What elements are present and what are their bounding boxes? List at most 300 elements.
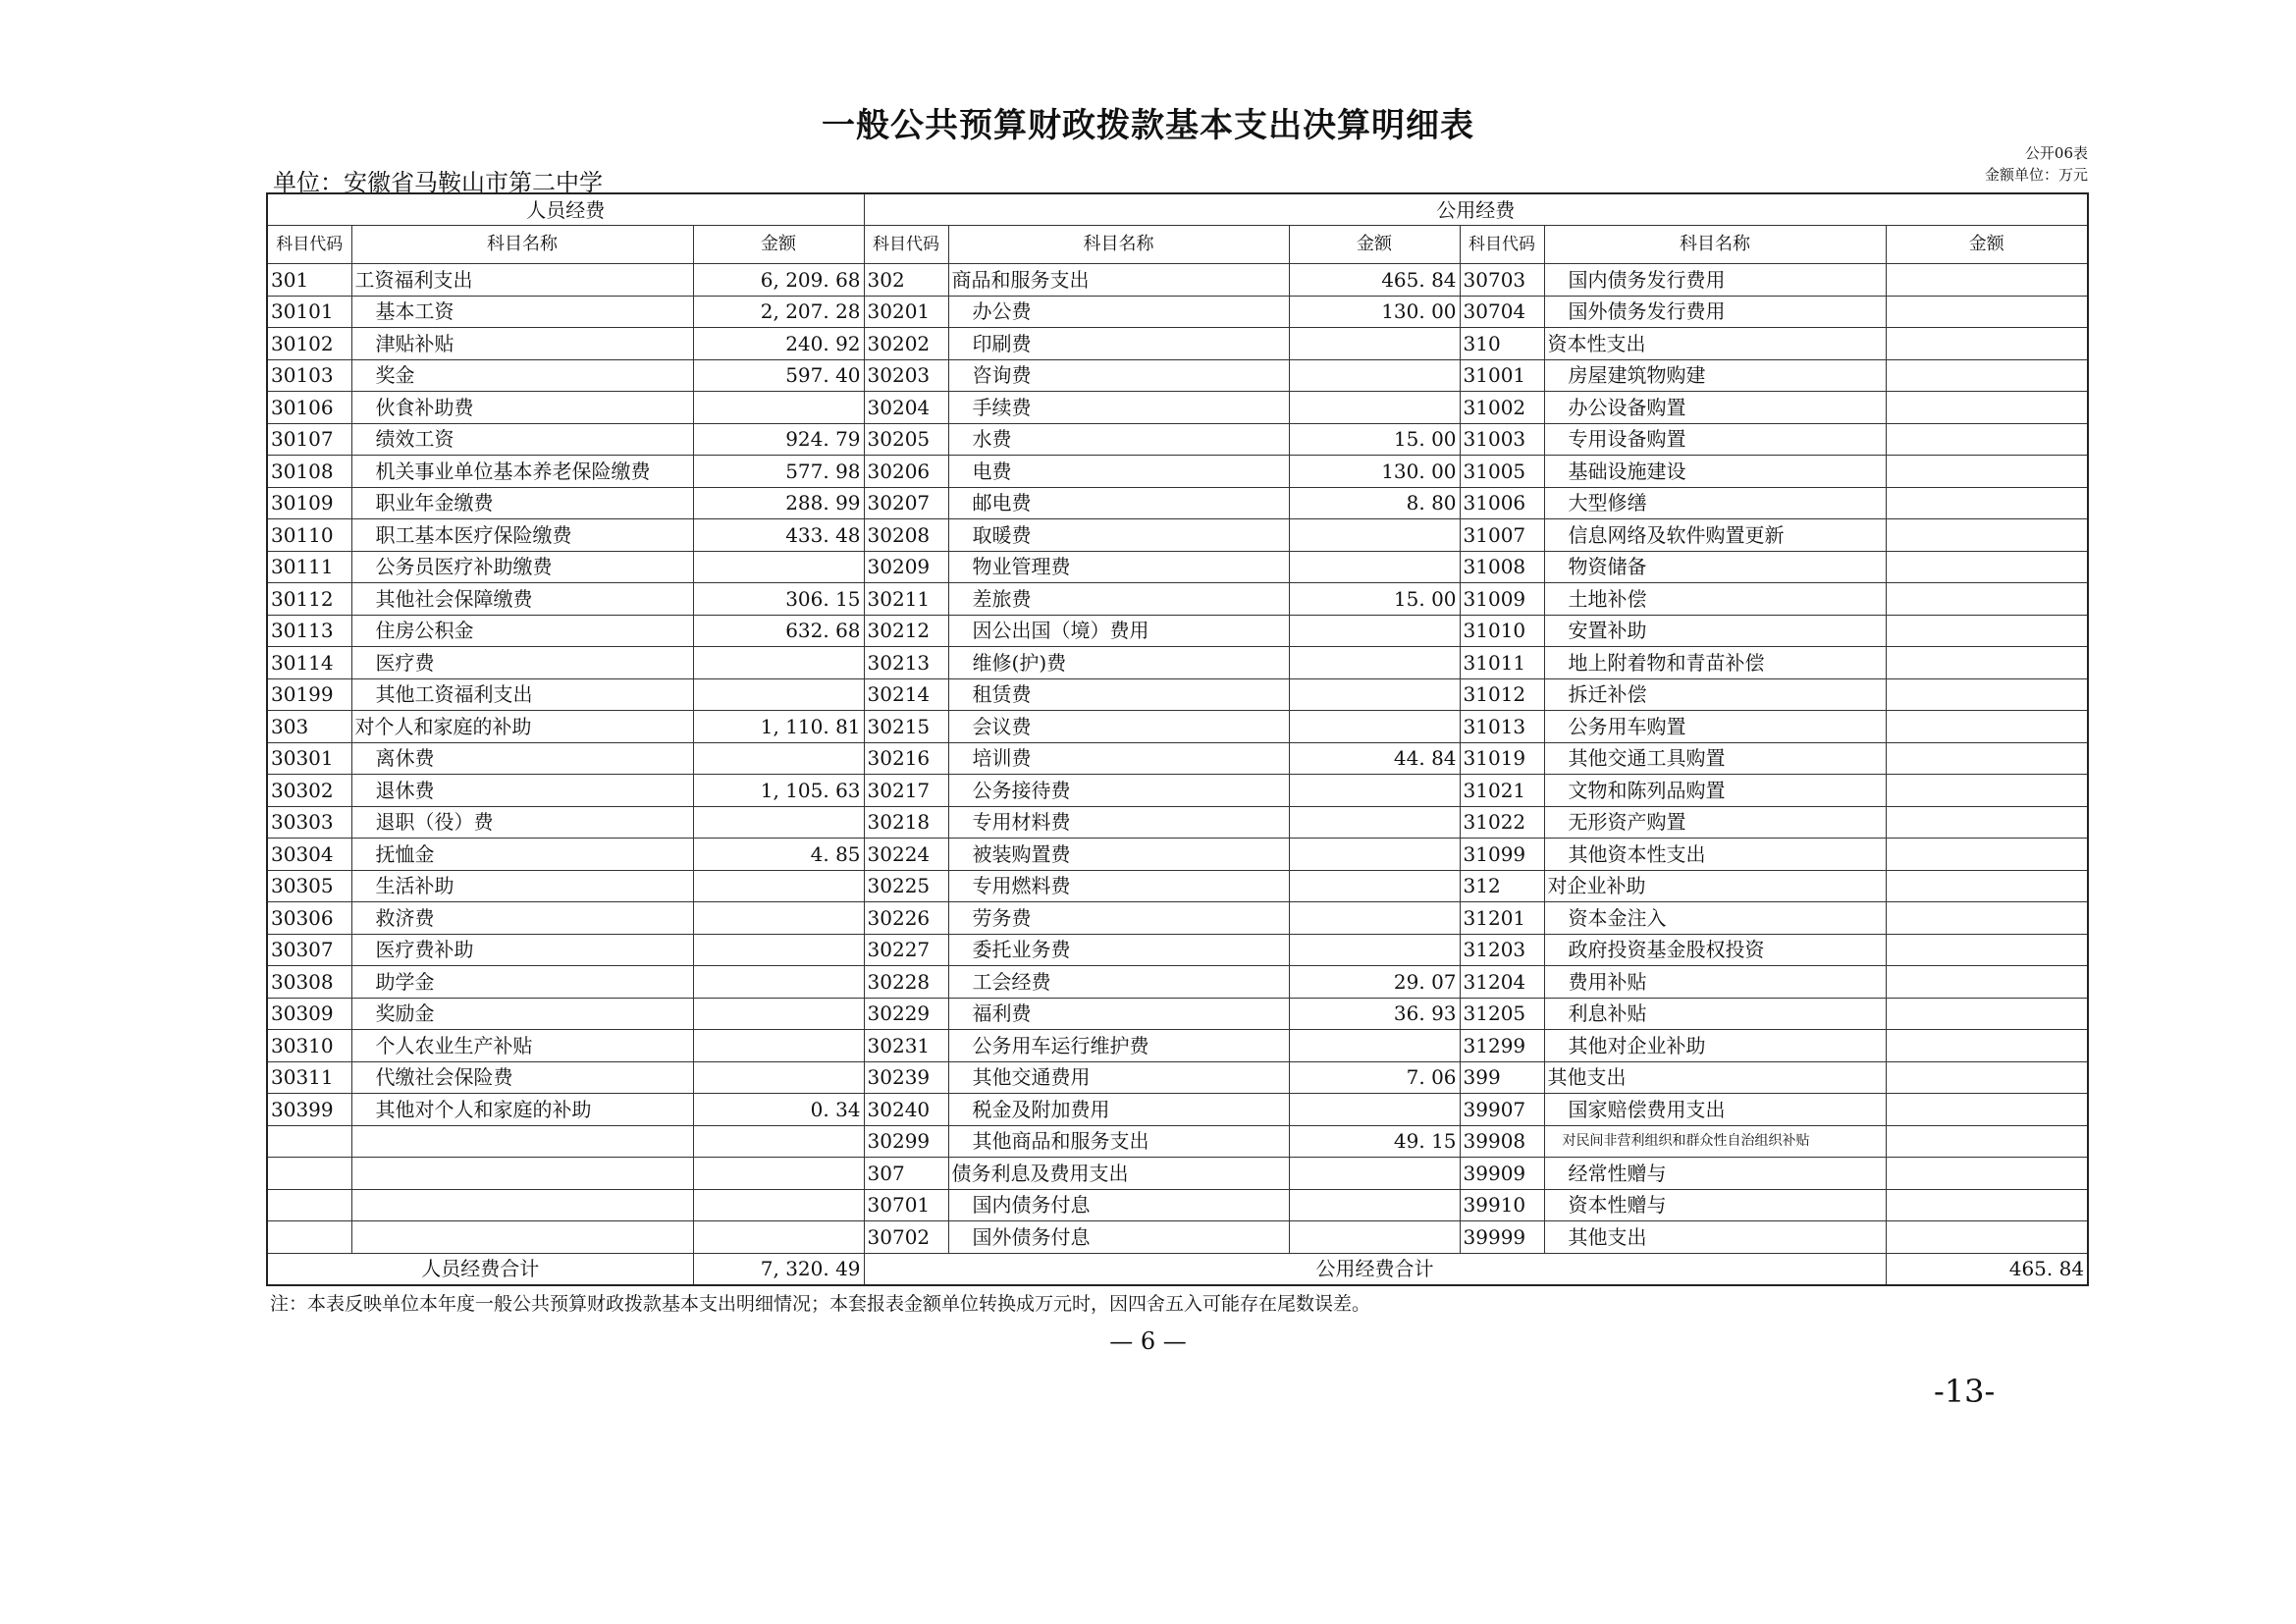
page-number-right: -13- [1934, 1373, 1996, 1410]
cell-code: 30205 [864, 423, 948, 456]
table-row [267, 296, 2088, 328]
cell-amount [1886, 1030, 2088, 1062]
cell-amount [1886, 806, 2088, 839]
cell-code: 30203 [864, 359, 948, 392]
table-row [267, 966, 2088, 999]
cell-name: 对企业补助 [1544, 870, 1886, 902]
cell-name: 其他工资福利支出 [351, 678, 693, 711]
table-row [267, 359, 2088, 392]
col-amount: 金额 [1886, 226, 2088, 264]
cell-name: 专用材料费 [948, 806, 1289, 839]
cell-amount: 44. 84 [1289, 742, 1460, 775]
cell-amount [1289, 678, 1460, 711]
cell-name: 差旅费 [948, 583, 1289, 616]
cell-amount: 15. 00 [1289, 423, 1460, 456]
cell-name: 咨询费 [948, 359, 1289, 392]
cell-amount: 1, 110. 81 [693, 711, 864, 743]
cell-name: 国家赔偿费用支出 [1544, 1094, 1886, 1126]
cell-name: 其他对个人和家庭的补助 [351, 1094, 693, 1126]
cell-amount: 0. 34 [693, 1094, 864, 1126]
cell-amount [1886, 711, 2088, 743]
cell-name: 救济费 [351, 902, 693, 935]
cell-code: 30299 [864, 1125, 948, 1158]
cell-code: 30204 [864, 392, 948, 424]
cell-amount [1289, 328, 1460, 360]
cell-code: 31299 [1460, 1030, 1544, 1062]
table-row [267, 1061, 2088, 1094]
cell-name: 办公费 [948, 296, 1289, 328]
cell-amount: 6, 209. 68 [693, 264, 864, 297]
cell-code: 302 [864, 264, 948, 297]
col-code: 科目代码 [267, 226, 351, 264]
cell-amount [1289, 839, 1460, 871]
cell-amount [1886, 456, 2088, 488]
cell-amount [693, 1061, 864, 1094]
cell-name: 专用设备购置 [1544, 423, 1886, 456]
cell-amount [1886, 359, 2088, 392]
cell-amount: 433. 48 [693, 519, 864, 552]
cell-amount [693, 902, 864, 935]
table-row [267, 423, 2088, 456]
cell-amount [693, 806, 864, 839]
cell-name: 基本工资 [351, 296, 693, 328]
cell-name: 国外债务付息 [948, 1221, 1289, 1254]
cell-amount: 577. 98 [693, 456, 864, 488]
cell-code: 399 [1460, 1061, 1544, 1094]
cell-amount [693, 647, 864, 679]
cell-name: 办公设备购置 [1544, 392, 1886, 424]
cell-amount [1886, 487, 2088, 519]
cell-code: 30217 [864, 775, 948, 807]
cell-code: 30110 [267, 519, 351, 552]
cell-amount [1886, 1094, 2088, 1126]
cell-name: 资本金注入 [1544, 902, 1886, 935]
table-row [267, 551, 2088, 583]
cell-name: 住房公积金 [351, 615, 693, 647]
cell-name: 职业年金缴费 [351, 487, 693, 519]
cell-code: 312 [1460, 870, 1544, 902]
cell-code: 30212 [864, 615, 948, 647]
cell-code: 30113 [267, 615, 351, 647]
cell-name: 国内债务发行费用 [1544, 264, 1886, 297]
cell-code: 30305 [267, 870, 351, 902]
cell-code [267, 1158, 351, 1190]
cell-amount [1886, 998, 2088, 1030]
cell-name: 文物和陈列品购置 [1544, 775, 1886, 807]
cell-amount [1886, 392, 2088, 424]
cell-amount [1289, 392, 1460, 424]
cell-code: 30103 [267, 359, 351, 392]
cell-code: 307 [864, 1158, 948, 1190]
cell-name [351, 1125, 693, 1158]
cell-amount [1886, 519, 2088, 552]
table-row [267, 487, 2088, 519]
cell-code: 31002 [1460, 392, 1544, 424]
cell-amount: 49. 15 [1289, 1125, 1460, 1158]
cell-amount [1886, 328, 2088, 360]
table-row [267, 775, 2088, 807]
table-row [267, 1030, 2088, 1062]
cell-name: 其他社会保障缴费 [351, 583, 693, 616]
cell-code: 30306 [267, 902, 351, 935]
cell-name: 其他交通费用 [948, 1061, 1289, 1094]
cell-code: 30111 [267, 551, 351, 583]
cell-name: 利息补贴 [1544, 998, 1886, 1030]
cell-name: 信息网络及软件购置更新 [1544, 519, 1886, 552]
cell-code: 39908 [1460, 1125, 1544, 1158]
cell-amount [1886, 551, 2088, 583]
cell-code: 30311 [267, 1061, 351, 1094]
cell-code: 30225 [864, 870, 948, 902]
cell-name: 邮电费 [948, 487, 1289, 519]
group-header-row [267, 193, 2088, 226]
table-row [267, 392, 2088, 424]
cell-name: 无形资产购置 [1544, 806, 1886, 839]
cell-name: 代缴社会保险费 [351, 1061, 693, 1094]
table-row [267, 902, 2088, 935]
table-row [267, 1125, 2088, 1158]
cell-code: 31022 [1460, 806, 1544, 839]
cell-code: 30309 [267, 998, 351, 1030]
cell-amount [693, 1221, 864, 1254]
cell-name: 劳务费 [948, 902, 1289, 935]
cell-name: 个人农业生产补贴 [351, 1030, 693, 1062]
cell-amount [1886, 966, 2088, 999]
cell-amount [1886, 1158, 2088, 1190]
cell-name: 政府投资基金股权投资 [1544, 934, 1886, 966]
cell-code: 31012 [1460, 678, 1544, 711]
cell-name: 离休费 [351, 742, 693, 775]
cell-code: 30214 [864, 678, 948, 711]
cell-amount: 288. 99 [693, 487, 864, 519]
cell-amount [1289, 806, 1460, 839]
cell-name: 退职（役）费 [351, 806, 693, 839]
cell-name: 公务员医疗补助缴费 [351, 551, 693, 583]
cell-code [267, 1189, 351, 1221]
cell-code: 30109 [267, 487, 351, 519]
cell-name: 专用燃料费 [948, 870, 1289, 902]
table-row [267, 1094, 2088, 1126]
cell-name: 电费 [948, 456, 1289, 488]
cell-name: 培训费 [948, 742, 1289, 775]
cell-amount [693, 678, 864, 711]
cell-amount [1886, 296, 2088, 328]
cell-amount: 240. 92 [693, 328, 864, 360]
cell-name: 公务用车购置 [1544, 711, 1886, 743]
cell-amount [1289, 775, 1460, 807]
col-name: 科目名称 [351, 226, 693, 264]
cell-name: 基础设施建设 [1544, 456, 1886, 488]
cell-name: 奖励金 [351, 998, 693, 1030]
cell-code: 30703 [1460, 264, 1544, 297]
cell-code: 30202 [864, 328, 948, 360]
cell-name: 委托业务费 [948, 934, 1289, 966]
cell-amount [1289, 1030, 1460, 1062]
cell-code: 30310 [267, 1030, 351, 1062]
cell-name: 其他支出 [1544, 1221, 1886, 1254]
cell-name: 工会经费 [948, 966, 1289, 999]
cell-name: 被装购置费 [948, 839, 1289, 871]
cell-amount [693, 1125, 864, 1158]
cell-amount [1886, 1061, 2088, 1094]
cell-name: 抚恤金 [351, 839, 693, 871]
cell-name: 其他支出 [1544, 1061, 1886, 1094]
cell-code: 39909 [1460, 1158, 1544, 1190]
cell-code: 30107 [267, 423, 351, 456]
cell-code: 30304 [267, 839, 351, 871]
cell-name: 机关事业单位基本养老保险缴费 [351, 456, 693, 488]
cell-name: 福利费 [948, 998, 1289, 1030]
cell-name: 资本性赠与 [1544, 1189, 1886, 1221]
cell-name: 地上附着物和青苗补偿 [1544, 647, 1886, 679]
cell-amount [1289, 1221, 1460, 1254]
cell-name: 债务利息及费用支出 [948, 1158, 1289, 1190]
cell-amount [1886, 678, 2088, 711]
cell-code: 30302 [267, 775, 351, 807]
cell-name: 对民间非营利组织和群众性自治组织补贴 [1544, 1125, 1886, 1158]
col-amount: 金额 [1289, 226, 1460, 264]
cell-name [351, 1189, 693, 1221]
cell-code: 30206 [864, 456, 948, 488]
cell-name: 因公出国（境）费用 [948, 615, 1289, 647]
cell-code: 31010 [1460, 615, 1544, 647]
cell-code: 30701 [864, 1189, 948, 1221]
public-header: 公用经费 [864, 193, 2088, 226]
cell-amount: 36. 93 [1289, 998, 1460, 1030]
table-row [267, 934, 2088, 966]
cell-code: 301 [267, 264, 351, 297]
table-row [267, 1189, 2088, 1221]
cell-name: 印刷费 [948, 328, 1289, 360]
table-row [267, 615, 2088, 647]
cell-name: 维修(护)费 [948, 647, 1289, 679]
cell-name: 公务接待费 [948, 775, 1289, 807]
table-row [267, 647, 2088, 679]
cell-name: 房屋建筑物购建 [1544, 359, 1886, 392]
form-number: 公开06表 [2024, 144, 2088, 162]
cell-code: 30199 [267, 678, 351, 711]
personnel-total-label: 人员经费合计 [267, 1253, 693, 1285]
cell-code: 30216 [864, 742, 948, 775]
cell-amount [693, 966, 864, 999]
cell-code: 39910 [1460, 1189, 1544, 1221]
cell-name: 拆迁补偿 [1544, 678, 1886, 711]
cell-code: 39907 [1460, 1094, 1544, 1126]
cell-code: 30102 [267, 328, 351, 360]
table-row [267, 806, 2088, 839]
table-row [267, 1221, 2088, 1254]
cell-amount [1886, 647, 2088, 679]
col-code: 科目代码 [1460, 226, 1544, 264]
cell-code: 31001 [1460, 359, 1544, 392]
cell-name: 经常性赠与 [1544, 1158, 1886, 1190]
cell-code: 30303 [267, 806, 351, 839]
cell-code: 31008 [1460, 551, 1544, 583]
cell-name: 物资储备 [1544, 551, 1886, 583]
cell-name: 商品和服务支出 [948, 264, 1289, 297]
cell-amount [1886, 775, 2088, 807]
col-name: 科目名称 [1544, 226, 1886, 264]
cell-amount [693, 1189, 864, 1221]
cell-amount [693, 998, 864, 1030]
cell-code: 30215 [864, 711, 948, 743]
unit-label: 单位：安徽省马鞍山市第二中学 [273, 169, 603, 196]
table-row [267, 583, 2088, 616]
cell-name [351, 1158, 693, 1190]
cell-amount: 7. 06 [1289, 1061, 1460, 1094]
cell-amount: 2, 207. 28 [693, 296, 864, 328]
cell-code: 30106 [267, 392, 351, 424]
cell-code: 30702 [864, 1221, 948, 1254]
cell-code: 30227 [864, 934, 948, 966]
cell-name: 奖金 [351, 359, 693, 392]
cell-amount [693, 742, 864, 775]
cell-name: 租赁费 [948, 678, 1289, 711]
cell-code: 31204 [1460, 966, 1544, 999]
cell-name [351, 1221, 693, 1254]
cell-amount: 306. 15 [693, 583, 864, 616]
cell-amount: 4. 85 [693, 839, 864, 871]
cell-amount [693, 551, 864, 583]
table-row [267, 742, 2088, 775]
cell-code: 30239 [864, 1061, 948, 1094]
cell-code: 30301 [267, 742, 351, 775]
cell-amount: 465. 84 [1289, 264, 1460, 297]
cell-amount [1289, 934, 1460, 966]
col-amount: 金额 [693, 226, 864, 264]
page-number-center: — 6 — [1109, 1327, 1187, 1355]
cell-name: 税金及附加费用 [948, 1094, 1289, 1126]
table-row [267, 711, 2088, 743]
cell-code: 30112 [267, 583, 351, 616]
cell-code: 303 [267, 711, 351, 743]
cell-name: 医疗费补助 [351, 934, 693, 966]
cell-code: 31005 [1460, 456, 1544, 488]
cell-code: 31013 [1460, 711, 1544, 743]
cell-code: 31099 [1460, 839, 1544, 871]
cell-code: 30114 [267, 647, 351, 679]
cell-amount [1289, 1189, 1460, 1221]
cell-amount [1886, 839, 2088, 871]
table-row [267, 264, 2088, 297]
cell-code: 30211 [864, 583, 948, 616]
cell-amount [1886, 870, 2088, 902]
cell-amount [1289, 1158, 1460, 1190]
cell-amount [693, 934, 864, 966]
cell-code: 31203 [1460, 934, 1544, 966]
cell-name: 助学金 [351, 966, 693, 999]
cell-name: 安置补助 [1544, 615, 1886, 647]
cell-name: 水费 [948, 423, 1289, 456]
cell-amount: 924. 79 [693, 423, 864, 456]
table-row [267, 998, 2088, 1030]
table-row [267, 1158, 2088, 1190]
table-row [267, 456, 2088, 488]
cell-amount [1289, 1094, 1460, 1126]
cell-code: 30240 [864, 1094, 948, 1126]
cell-amount [1886, 1125, 2088, 1158]
cell-code: 30201 [864, 296, 948, 328]
cell-code: 31003 [1460, 423, 1544, 456]
cell-amount [1886, 742, 2088, 775]
cell-name: 对个人和家庭的补助 [351, 711, 693, 743]
cell-amount [693, 392, 864, 424]
cell-name: 工资福利支出 [351, 264, 693, 297]
personnel-header: 人员经费 [267, 193, 864, 226]
cell-amount [693, 870, 864, 902]
cell-code: 30308 [267, 966, 351, 999]
cell-name: 其他资本性支出 [1544, 839, 1886, 871]
cell-code: 31007 [1460, 519, 1544, 552]
cell-amount: 29. 07 [1289, 966, 1460, 999]
col-name: 科目名称 [948, 226, 1289, 264]
cell-code: 30228 [864, 966, 948, 999]
table-row [267, 519, 2088, 552]
cell-code: 31006 [1460, 487, 1544, 519]
cell-amount [1886, 902, 2088, 935]
cell-amount [1289, 711, 1460, 743]
cell-amount [1289, 519, 1460, 552]
table-note: 注：本表反映单位本年度一般公共预算财政拨款基本支出明细情况；本套报表金额单位转换成万元时，因四舍五入可能存在尾数误差。 [270, 1293, 1371, 1315]
cell-code: 30231 [864, 1030, 948, 1062]
cell-code: 30208 [864, 519, 948, 552]
cell-amount [693, 1030, 864, 1062]
cell-code: 30226 [864, 902, 948, 935]
cell-amount: 1, 105. 63 [693, 775, 864, 807]
cell-amount [1886, 615, 2088, 647]
cell-code: 31011 [1460, 647, 1544, 679]
cell-name: 生活补助 [351, 870, 693, 902]
cell-name: 手续费 [948, 392, 1289, 424]
cell-code: 30218 [864, 806, 948, 839]
cell-name: 其他对企业补助 [1544, 1030, 1886, 1062]
cell-code: 31019 [1460, 742, 1544, 775]
cell-name: 取暖费 [948, 519, 1289, 552]
cell-amount [1289, 902, 1460, 935]
expenditure-table [266, 192, 2089, 1286]
table-row [267, 870, 2088, 902]
cell-code: 30399 [267, 1094, 351, 1126]
table-row [267, 328, 2088, 360]
cell-amount [1886, 583, 2088, 616]
totals-row [267, 1253, 2088, 1285]
cell-name: 退休费 [351, 775, 693, 807]
cell-amount [1289, 615, 1460, 647]
cell-code: 30213 [864, 647, 948, 679]
cell-amount [1886, 1221, 2088, 1254]
cell-amount [1289, 359, 1460, 392]
cell-name: 土地补偿 [1544, 583, 1886, 616]
amount-unit-label: 金额单位：万元 [1984, 166, 2088, 184]
cell-code: 30229 [864, 998, 948, 1030]
cell-name: 津贴补贴 [351, 328, 693, 360]
column-header-row [267, 226, 2088, 264]
cell-amount [1289, 870, 1460, 902]
cell-name: 公务用车运行维护费 [948, 1030, 1289, 1062]
cell-name: 伙食补助费 [351, 392, 693, 424]
public-total-value: 465. 84 [1886, 1253, 2088, 1285]
cell-code: 30209 [864, 551, 948, 583]
cell-amount [1289, 551, 1460, 583]
cell-name: 绩效工资 [351, 423, 693, 456]
cell-amount: 130. 00 [1289, 456, 1460, 488]
public-total-label: 公用经费合计 [864, 1253, 1886, 1285]
cell-name: 医疗费 [351, 647, 693, 679]
cell-code: 39999 [1460, 1221, 1544, 1254]
cell-name: 国外债务发行费用 [1544, 296, 1886, 328]
table-row [267, 839, 2088, 871]
cell-name: 资本性支出 [1544, 328, 1886, 360]
